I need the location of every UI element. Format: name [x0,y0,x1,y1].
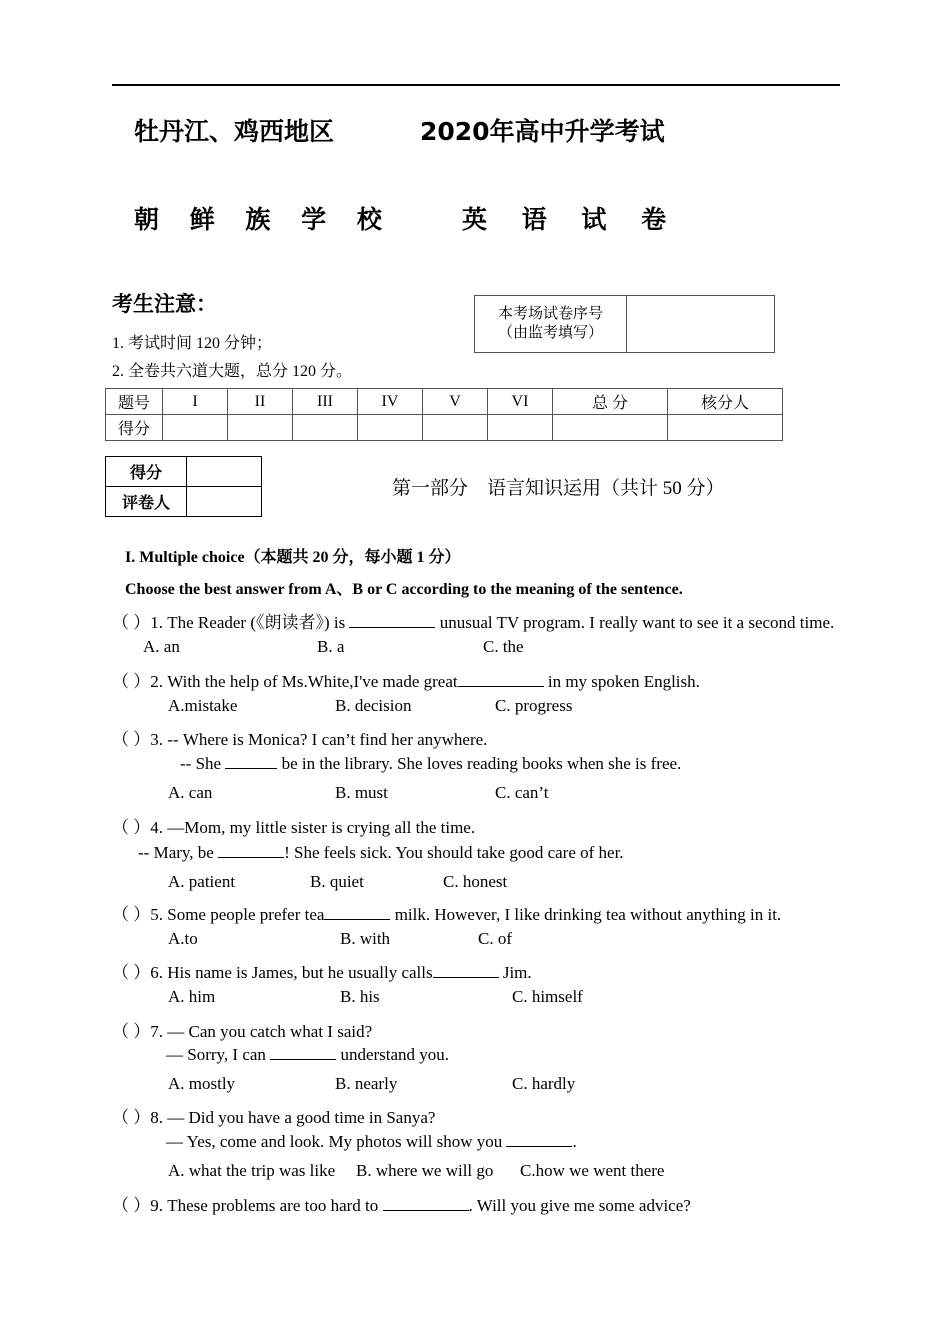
score-row [106,457,262,487]
question-6-options [0,987,760,1009]
question-text: unusual TV program. I really want to see it a second time. [435,613,835,632]
exam-room-serial-box [474,295,775,353]
table-row-question-numbers [106,389,783,415]
marks-cell-3[interactable] [293,415,358,441]
question-text: （ ）9. These problems are too hard to [112,1196,383,1215]
question-3-option-C[interactable]: C. can’t [495,783,549,802]
question-text: . Will you give me some advice? [468,1196,691,1215]
exam-room-serial-value[interactable] [627,296,774,352]
question-3-line-1 [112,725,487,750]
question-text: milk. However, I like drinking tea without anything in it. [390,905,782,924]
answer-blank[interactable] [218,857,284,858]
question-4-line-1 [112,813,475,838]
question-text: （ ）5. Some people prefer tea [112,905,325,924]
answer-blank[interactable] [349,627,435,628]
region-school-title: 牡丹江、鸡西地区 [134,117,335,146]
header-rule [112,84,840,86]
question-9-line-1 [112,1191,691,1216]
answer-blank[interactable] [225,768,277,769]
grader-value[interactable] [187,487,262,517]
question-7-option-A[interactable]: A. mostly [168,1074,236,1093]
question-text: -- She [180,754,226,773]
question-1-line-1 [112,608,834,633]
question-8-options [0,1161,760,1183]
candidate-notice-heading: 考生注意： [112,292,217,316]
question-text: be in the library. She loves reading books when she is free. [277,754,682,773]
question-text: （ ）7. — Can you catch what I said? [112,1022,373,1041]
question-text: — Yes, come and look. My photos will show you [166,1132,507,1151]
marks-table-col-6: VI [488,389,553,415]
score-value[interactable] [187,457,262,487]
question-3-option-B[interactable]: B. must [335,783,388,802]
exam-room-serial-label-line1: 本考场试卷序号 [497,306,603,323]
question-text: understand you. [336,1045,450,1064]
question-8-option-B[interactable]: B. where we will go [356,1161,494,1180]
question-text: Jim. [498,963,532,982]
marks-table-col-2: II [228,389,293,415]
grader-label: 评卷人 [106,487,187,517]
question-3-line-2 [180,754,681,774]
question-5-options [0,929,760,951]
question-text: （ ）8. — Did you have a good time in Sanya? [112,1108,436,1127]
school-type-title: 朝 鲜 族 学 校 [134,205,393,234]
answer-blank[interactable] [458,686,544,687]
question-6-line-1 [112,958,532,983]
part-one-heading: 第一部分 语言知识运用（共计 50 分） [392,478,725,499]
question-2-option-B[interactable]: B. decision [335,696,412,715]
question-1-option-C[interactable]: C. the [483,637,524,656]
table-row-scores [106,415,783,441]
grader-row [106,487,262,517]
marks-table-row-label-2: 得分 [106,415,163,441]
question-6-option-B[interactable]: B. his [340,987,380,1006]
marks-cell-checker[interactable] [668,415,783,441]
question-7-line-2 [166,1045,449,1065]
marks-table-col-5: V [423,389,488,415]
question-5-option-A[interactable]: A.to [168,929,198,948]
question-5-option-C[interactable]: C. of [478,929,512,948]
marks-table-col-4: IV [358,389,423,415]
question-2-line-1 [112,667,700,692]
question-1-options [0,637,760,659]
question-8-option-A[interactable]: A. what the trip was like [168,1161,336,1180]
answer-blank[interactable] [324,919,390,920]
marks-table-total-label: 总 分 [553,389,668,415]
exam-room-serial-label-line2: （由监考填写） [497,325,603,341]
question-7-line-1 [112,1017,372,1042]
question-3-options [0,783,760,805]
question-1-option-A[interactable]: A. an [143,637,180,656]
question-text: . [572,1132,577,1151]
question-text: （ ）2. With the help of Ms.White,I've made great [112,672,458,691]
marks-cell-5[interactable] [423,415,488,441]
exam-room-serial-label [475,296,627,352]
answer-blank[interactable] [383,1210,469,1211]
notice-item-2: 2. 全卷共六道大题，总分 120 分。 [112,363,353,380]
question-text: — Sorry, I can [166,1045,271,1064]
marks-cell-2[interactable] [228,415,293,441]
question-text: in my spoken English. [543,672,700,691]
question-8-line-1 [112,1103,435,1128]
subject-title: 英 语 试 卷 [462,205,680,234]
question-text: （ ）4. —Mom, my little sister is crying all the time. [112,818,476,837]
question-4-option-C[interactable]: C. honest [443,872,508,891]
question-3-option-A[interactable]: A. can [168,783,213,802]
question-text: （ ）6. His name is James, but he usually calls [112,963,433,982]
marks-cell-6[interactable] [488,415,553,441]
question-2-option-A[interactable]: A.mistake [168,696,238,715]
question-2-options [0,696,760,718]
question-1-option-B[interactable]: B. a [317,637,345,656]
marks-cell-1[interactable] [163,415,228,441]
score-grader-box [105,456,262,517]
marks-table [105,388,783,441]
question-4-options [0,872,760,894]
question-text: ! She feels sick. You should take good care of her. [284,843,624,862]
question-5-option-B[interactable]: B. with [340,929,391,948]
question-text: （ ）1. The Reader (《朗读者》) is [112,613,350,632]
question-6-option-A[interactable]: A. him [168,987,216,1006]
question-7-options [0,1074,760,1096]
question-text: （ ）3. -- Where is Monica? I can’t find her anywhere. [112,730,488,749]
marks-table-col-1: I [163,389,228,415]
marks-cell-total[interactable] [553,415,668,441]
question-5-line-1 [112,900,781,925]
notice-item-1: 1. 考试时间 120 分钟； [112,335,273,352]
section-i-instruction: Choose the best answer from A、B or C according to the meaning of the sentence. [125,581,683,598]
section-i-title: I. Multiple choice（本题共 20 分，每小题 1 分） [125,549,461,566]
question-6-option-C[interactable]: C. himself [512,987,583,1006]
marks-cell-4[interactable] [358,415,423,441]
marks-table-checker-label: 核分人 [668,389,783,415]
marks-table-row-label-1: 题号 [106,389,163,415]
question-7-option-B[interactable]: B. nearly [335,1074,398,1093]
score-label: 得分 [106,457,187,487]
question-text: -- Mary, be [138,843,219,862]
answer-blank[interactable] [433,977,499,978]
answer-blank[interactable] [506,1146,572,1147]
question-4-line-2 [138,843,624,863]
question-8-line-2 [166,1132,577,1152]
question-4-option-A[interactable]: A. patient [168,872,236,891]
question-4-option-B[interactable]: B. quiet [310,872,364,891]
marks-table-col-3: III [293,389,358,415]
exam-name-title: 2020年高中升学考试 [420,117,665,146]
question-2-option-C[interactable]: C. progress [495,696,573,715]
answer-blank[interactable] [270,1059,336,1060]
question-7-option-C[interactable]: C. hardly [512,1074,576,1093]
question-8-option-C[interactable]: C.how we went there [520,1161,665,1180]
